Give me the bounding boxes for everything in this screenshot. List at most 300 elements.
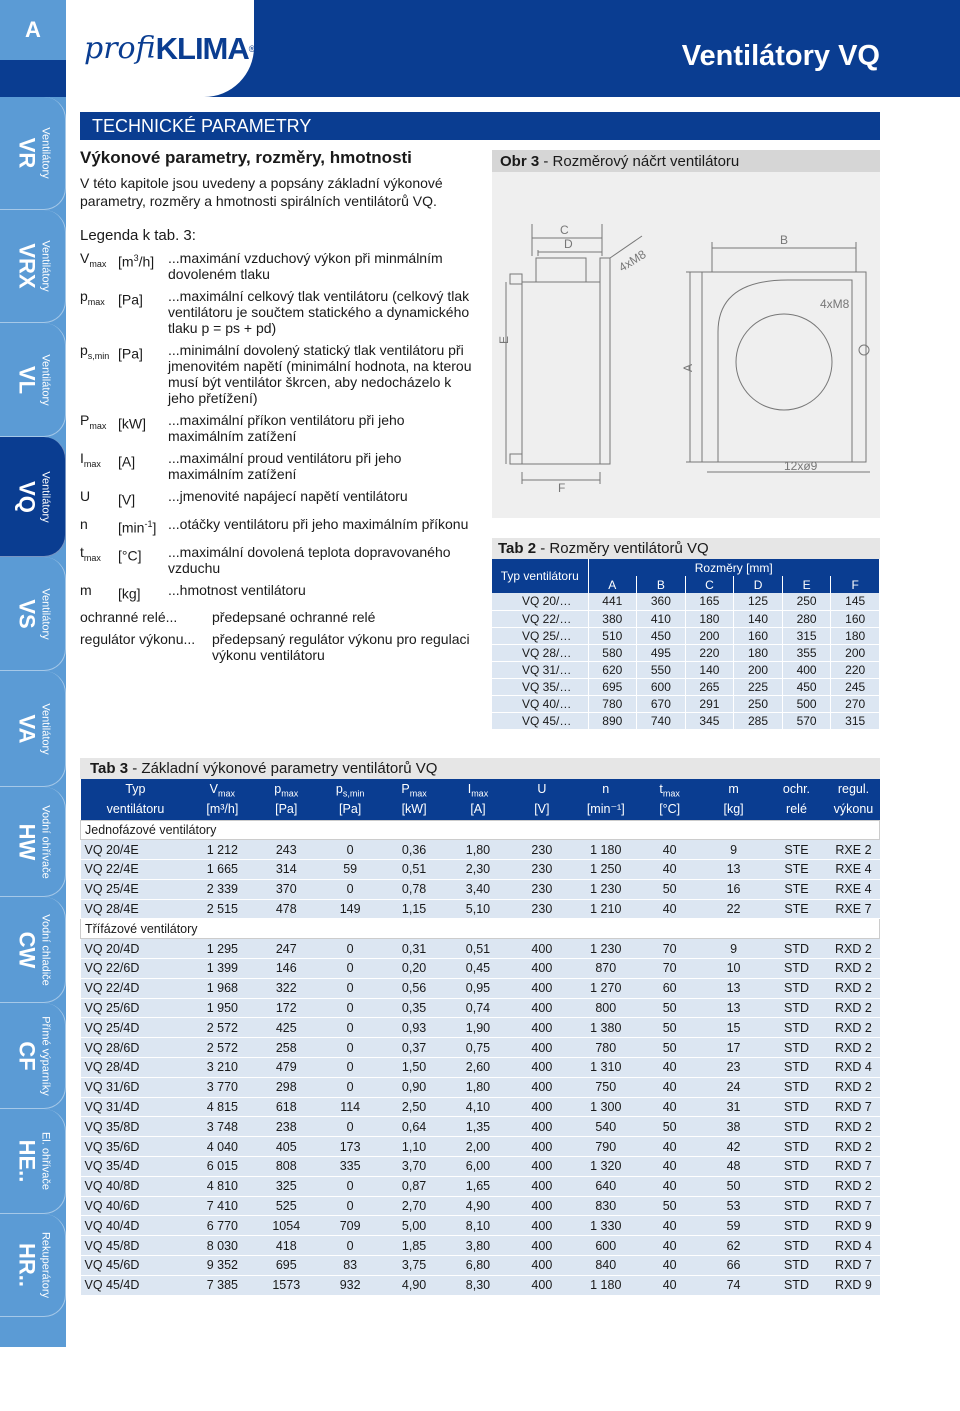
tab3-value-cell: 16 (702, 879, 766, 899)
tab2-value-cell: 145 (831, 593, 880, 610)
tab3-value-cell: 322 (254, 978, 318, 998)
sidebar-tab-hw[interactable] (0, 787, 66, 897)
tab2-value-cell: 125 (734, 593, 783, 610)
legend-symbol-letter: m (80, 581, 92, 598)
table-row (81, 1058, 880, 1078)
legend-description (168, 516, 480, 538)
tab3-value-cell: 0 (318, 1018, 382, 1038)
tab3-value-cell: STD (766, 1097, 828, 1117)
header-unit: [V] (534, 801, 550, 816)
tab3-value-cell: 3,75 (382, 1256, 446, 1276)
tab3-value-cell: 40 (638, 1097, 702, 1117)
tab3-type-cell: VQ 25/4D (81, 1018, 191, 1038)
sidebar-tab-cf[interactable] (0, 1003, 66, 1109)
legend-dots: ... (168, 342, 180, 358)
tab3-value-cell: 2 515 (190, 899, 254, 919)
tab3-value-cell: 400 (510, 1097, 574, 1117)
tab2-value-cell: 160 (734, 627, 783, 644)
tab3-value-cell: 230 (510, 899, 574, 919)
tab3-value-cell: RXD 4 (827, 1058, 879, 1078)
tab3-value-cell: RXD 2 (827, 959, 879, 979)
legend-symbol (80, 250, 118, 282)
header-line-1 (829, 782, 877, 802)
tab2-column-header: A (588, 576, 637, 593)
tab3-value-cell: 2 572 (190, 1018, 254, 1038)
legend-description (212, 631, 480, 663)
legend-symbol-sub: max (83, 458, 101, 469)
legend-dots: ... (183, 631, 196, 648)
tab3-value-cell: 22 (702, 899, 766, 919)
tab3-value-cell: 525 (254, 1196, 318, 1216)
header-symbol: P (401, 782, 410, 796)
tab3-value-cell: 0 (318, 939, 382, 959)
tab3-value-cell: 230 (510, 879, 574, 899)
tab3-value-cell: STD (766, 1275, 828, 1295)
tab3-value-cell: STD (766, 978, 828, 998)
tab2-value-cell: 250 (782, 593, 831, 610)
legend-unit (118, 450, 168, 482)
tab3-value-cell: 1 295 (190, 939, 254, 959)
tab3-value-cell: 1 399 (190, 959, 254, 979)
tab3-value-cell: 1 250 (574, 860, 638, 880)
legend-item (80, 582, 480, 604)
sidebar-tab-text (15, 354, 50, 405)
tab2-value-cell: 500 (782, 695, 831, 712)
tab3-value-cell: 74 (702, 1275, 766, 1295)
tab3-value-cell: STD (766, 1058, 828, 1078)
group-label: Jednofázové ventilátory (81, 820, 880, 840)
tab3-value-cell: RXE 2 (827, 840, 879, 860)
tab3-value-cell: 13 (702, 860, 766, 880)
tab3-value-cell: 298 (254, 1077, 318, 1097)
tab2-value-cell: 450 (637, 627, 686, 644)
header-sub: max (471, 788, 489, 799)
header-unit: [A] (470, 801, 486, 816)
tab3-value-cell: 0 (318, 1058, 382, 1078)
tab3-value-cell: 1 330 (574, 1216, 638, 1236)
tab3-value-cell: 53 (702, 1196, 766, 1216)
sidebar-tab-code: HR.. (14, 1242, 40, 1287)
tab3-column-header (446, 779, 510, 820)
tab3-type-cell: VQ 22/6D (81, 959, 191, 979)
sidebar-tab-va[interactable] (0, 671, 66, 787)
tab3-column-header (190, 779, 254, 820)
tab3-value-cell: 2,30 (446, 860, 510, 880)
logo-klima-text: KLIMA (155, 30, 249, 66)
dim-label-e: E (497, 335, 511, 344)
tab3-value-cell: 314 (254, 860, 318, 880)
tab3-value-cell: 618 (254, 1097, 318, 1117)
tab3-value-cell: 750 (574, 1077, 638, 1097)
header-symbol: m (728, 782, 739, 796)
sidebar-tab-code: VL (14, 365, 40, 394)
tab3-value-cell: 0 (318, 879, 382, 899)
table-row (492, 661, 880, 678)
legend-symbol-letter: t (80, 543, 84, 560)
tab3-value-cell: 400 (510, 959, 574, 979)
tab3-type-cell: VQ 25/6D (81, 998, 191, 1018)
tab3-type-cell: VQ 45/6D (81, 1256, 191, 1276)
table-row (81, 1097, 880, 1117)
header-symbol: V (209, 782, 218, 796)
tab2-value-cell: 380 (588, 610, 637, 627)
sidebar-tab-code: VS (14, 598, 40, 629)
tab3-value-cell: 7 385 (190, 1275, 254, 1295)
legend-description-text: maximání vzduchový výkon při minmálním dovoleném tlaku (168, 250, 443, 282)
tab3-column-header (702, 779, 766, 820)
tab2-type-cell: VQ 31/… (492, 661, 588, 678)
sidebar-tab-cw[interactable] (0, 897, 66, 1003)
tab2-value-cell: 265 (685, 678, 734, 695)
tab3-value-cell: 48 (702, 1157, 766, 1177)
header-symbol: ochr. (782, 782, 811, 796)
tab3-value-cell: 40 (638, 1176, 702, 1196)
header-line-1 (704, 782, 764, 802)
tab2-value-cell: 495 (637, 644, 686, 661)
legend-unit-sup: 3 (133, 253, 139, 263)
tab3-value-cell: 3,80 (446, 1236, 510, 1256)
tab3-value-cell: STE (766, 879, 828, 899)
tab2-dims-header: Rozměry [mm] (588, 559, 880, 576)
legend-unit-pre: [V] (118, 491, 136, 508)
legend-heading: Legenda k tab. 3: (80, 227, 196, 244)
tab3-value-cell: STD (766, 1117, 828, 1137)
legend-description-text: maximální proud ventilátoru při jeho maximálním zatížení (168, 450, 402, 482)
tab3-value-cell: 1054 (254, 1216, 318, 1236)
tab3-type-cell: VQ 22/4D (81, 978, 191, 998)
table-row (81, 840, 880, 860)
tab3-value-cell: 780 (574, 1038, 638, 1058)
sidebar-tab-vl[interactable] (0, 323, 66, 437)
tab3-value-cell: 59 (318, 860, 382, 880)
tab3-value-cell: 4,10 (446, 1097, 510, 1117)
tab3-value-cell: 243 (254, 840, 318, 860)
tab3-value-cell: STD (766, 1157, 828, 1177)
sidebar-tab-text (15, 914, 50, 986)
tab3-value-cell: 400 (510, 1157, 574, 1177)
sidebar-tab-code: VR (14, 137, 40, 169)
tab3-value-cell: RXD 2 (827, 1038, 879, 1058)
tab3-value-cell: 1 300 (574, 1097, 638, 1117)
tab3-value-cell: 0,35 (382, 998, 446, 1018)
tab3-type-cell: VQ 25/4E (81, 879, 191, 899)
tab2-column-header: F (831, 576, 880, 593)
dim-label-f: F (558, 481, 566, 495)
sidebar-tab-code: HE.. (14, 1139, 40, 1183)
tab3-value-cell: 2 339 (190, 879, 254, 899)
tab3-type-cell: VQ 40/8D (81, 1176, 191, 1196)
tab2-value-cell: 225 (734, 678, 783, 695)
header-sub: max (409, 788, 427, 799)
tab3-value-cell: 418 (254, 1236, 318, 1256)
tab3-column-header (254, 779, 318, 820)
legend-symbol-sub: max (89, 420, 107, 431)
sidebar-tab-vs[interactable] (0, 557, 66, 671)
legend-symbol-letter: U (80, 488, 91, 504)
sidebar-tab-code: VRX (14, 243, 40, 289)
tab3-value-cell: 0,87 (382, 1176, 446, 1196)
header-line-1 (512, 782, 572, 802)
dim-label-a: A (681, 363, 695, 372)
tab3-value-cell: 540 (574, 1117, 638, 1137)
tab3-value-cell: 0,75 (446, 1038, 510, 1058)
legend-item (80, 516, 480, 538)
table-row (81, 1236, 880, 1256)
sidebar-tab-hr[interactable] (0, 1214, 66, 1317)
tab3-value-cell: 400 (510, 1117, 574, 1137)
tab3-value-cell: 478 (254, 899, 318, 919)
tab3-value-cell: 40 (638, 1058, 702, 1078)
dim-label-d: D (564, 237, 573, 251)
tab3-value-cell: 0 (318, 1236, 382, 1256)
tab3-value-cell: STD (766, 1216, 828, 1236)
dim-label-b: B (780, 233, 789, 247)
tab3-value-cell: 24 (702, 1077, 766, 1097)
tab3-value-cell: RXE 4 (827, 860, 879, 880)
tab3-value-cell: 9 (702, 939, 766, 959)
sidebar-tab-text (15, 240, 50, 291)
header-unit: [kg] (723, 801, 744, 816)
tab3-value-cell: 247 (254, 939, 318, 959)
tab3-value-cell: 3,40 (446, 879, 510, 899)
tab3-value-cell: 230 (510, 860, 574, 880)
tab3-type-cell: VQ 20/4D (81, 939, 191, 959)
dimension-drawing (492, 150, 880, 518)
tab3-value-cell: 40 (638, 1137, 702, 1157)
tab2-value-cell: 550 (637, 661, 686, 678)
tab3-value-cell: 8,30 (446, 1275, 510, 1295)
description-column (80, 148, 480, 669)
legend-symbol-letter: p (80, 342, 88, 358)
legend-description-text: hmotnost ventilátoru (179, 581, 306, 598)
tab3-value-cell: 1 968 (190, 978, 254, 998)
tab3-value-cell: 1,80 (446, 840, 510, 860)
tab3-value-cell: 8,10 (446, 1216, 510, 1236)
table-row (81, 1176, 880, 1196)
tab3-value-cell: 405 (254, 1137, 318, 1157)
tab3-column-header (81, 779, 191, 820)
tab3-value-cell: 2,00 (446, 1137, 510, 1157)
tab3-value-cell: 40 (638, 1256, 702, 1276)
legend-symbol-sub: max (87, 296, 105, 307)
tab2-value-cell: 600 (637, 678, 686, 695)
sidebar-tab-text (15, 805, 50, 878)
sidebar-tab-text (15, 1016, 50, 1095)
legend-description (168, 342, 480, 406)
legend-unit-pre: [Pa] (118, 291, 143, 308)
tab3-value-cell: 400 (510, 1058, 574, 1078)
header-symbol: n (602, 782, 610, 796)
tab3-value-cell: 4,90 (446, 1196, 510, 1216)
tab3-value-cell: 0,45 (446, 959, 510, 979)
header-line-1 (320, 782, 380, 802)
tab3-value-cell: 8 030 (190, 1236, 254, 1256)
sidebar-tab-category: Vodní ohřívače (38, 804, 51, 879)
header-unit: výkonu (833, 801, 874, 816)
tab2-column-header: C (685, 576, 734, 593)
tab3-value-cell: RXE 7 (827, 899, 879, 919)
logo-profi-text: profi (84, 31, 156, 66)
legend-description (168, 488, 480, 510)
table-row (81, 1216, 880, 1236)
tab2-value-cell: 200 (685, 627, 734, 644)
tab3-value-cell: 9 352 (190, 1256, 254, 1276)
tab3-type-cell: VQ 28/6D (81, 1038, 191, 1058)
tab3-type-cell: VQ 28/4E (81, 899, 191, 919)
header-symbol: t (659, 782, 663, 796)
tab3-value-cell: 50 (638, 1038, 702, 1058)
tab2-value-cell: 740 (637, 712, 686, 729)
header-line-1 (768, 782, 826, 802)
tab3-type-cell: VQ 35/4D (81, 1157, 191, 1177)
tab3-value-cell: RXD 2 (827, 1117, 879, 1137)
tab3-value-cell: 0 (318, 1196, 382, 1216)
tab2-type-header: Typ ventilátoru (492, 559, 588, 593)
table-row (81, 1137, 880, 1157)
group-row (81, 919, 880, 939)
header-unit: ventilátoru (106, 801, 165, 816)
legend-unit (118, 250, 168, 282)
legend-item (80, 342, 480, 406)
sidebar-tab-category: Ventilátory (38, 240, 51, 292)
tab3-column-header (318, 779, 382, 820)
tab3-value-cell: 5,10 (446, 899, 510, 919)
tab3-value-cell: 370 (254, 879, 318, 899)
legend-symbol (80, 582, 118, 604)
tab3-value-cell: 40 (638, 1275, 702, 1295)
tab3-value-cell: 40 (638, 840, 702, 860)
tab3-type-cell: VQ 31/4D (81, 1097, 191, 1117)
header-sub: max (281, 788, 299, 799)
intro-text: V této kapitole jsou uvedeny a popsány základní výkonové parametry, rozměry a hmotnosti spirálních ventilátorů VQ. (80, 175, 443, 209)
tab3-value-cell: 1 180 (574, 840, 638, 860)
header-unit: [kW] (401, 801, 427, 816)
tab3-value-cell: RXD 9 (827, 1275, 879, 1295)
section-title: TECHNICKÉ PARAMETRY (80, 112, 880, 140)
tab2-value-cell: 450 (782, 678, 831, 695)
tab3-type-cell: VQ 40/6D (81, 1196, 191, 1216)
table-row (81, 1256, 880, 1276)
sidebar-tab-category: Ventilátory (38, 353, 51, 406)
header-line-1 (448, 782, 508, 802)
tab3-value-cell: 50 (638, 1018, 702, 1038)
tab3-value-cell: STD (766, 1018, 828, 1038)
tab3-value-cell: 40 (638, 1216, 702, 1236)
header-line-1 (83, 782, 189, 802)
header-unit: [Pa] (275, 801, 298, 816)
tab2-value-cell: 315 (831, 712, 880, 729)
tab3-type-cell: VQ 45/8D (81, 1236, 191, 1256)
legend-description (168, 288, 480, 336)
tab3-value-cell: 2,70 (382, 1196, 446, 1216)
legend-dots: ... (168, 581, 180, 598)
tab3-type-cell: VQ 28/4D (81, 1058, 191, 1078)
tab3-value-cell: 3 770 (190, 1077, 254, 1097)
tab2-column-header: D (734, 576, 783, 593)
tab3-value-cell: 0,31 (382, 939, 446, 959)
tab3-value-cell: 1,35 (446, 1117, 510, 1137)
legend-unit (118, 288, 168, 336)
legend-symbol-letter: p (80, 288, 88, 304)
legend-unit-pre: [kW] (118, 415, 146, 432)
header-symbol: p (335, 782, 343, 796)
tab3-value-cell: 400 (510, 1018, 574, 1038)
tab3-value-cell: 0,51 (382, 860, 446, 880)
sidebar-tab-vrx[interactable] (0, 210, 66, 323)
tab3-value-cell: 840 (574, 1256, 638, 1276)
tab3-value-cell: 40 (638, 1157, 702, 1177)
legend-term-text: ochranné relé (80, 609, 166, 626)
sidebar-tab-code: CW (14, 931, 40, 968)
tab3-value-cell: 0,64 (382, 1117, 446, 1137)
tab3-value-cell: 1 230 (574, 939, 638, 959)
tab3-value-cell: 172 (254, 998, 318, 1018)
tab3-value-cell: 6 015 (190, 1157, 254, 1177)
tab3-type-cell: VQ 35/8D (81, 1117, 191, 1137)
tab3-value-cell: RXD 2 (827, 1176, 879, 1196)
tab3-value-cell: 1 665 (190, 860, 254, 880)
table-row (81, 1275, 880, 1295)
tab2-value-cell: 220 (685, 644, 734, 661)
tab3-value-cell: 0,20 (382, 959, 446, 979)
tab2-value-cell: 280 (782, 610, 831, 627)
header-line-1 (576, 782, 636, 802)
tab3-value-cell: 1 210 (574, 899, 638, 919)
header-symbol: regul. (837, 782, 870, 796)
tab3-caption: Tab 3 - Základní výkonové parametry ventilátorů VQ (80, 758, 880, 779)
tab3-value-cell: STD (766, 998, 828, 1018)
tab3-value-cell: 400 (510, 1196, 574, 1216)
tab2-value-cell: 200 (831, 644, 880, 661)
legend-description (212, 609, 480, 625)
tab3-value-cell: 0,93 (382, 1018, 446, 1038)
legend-item (80, 631, 480, 663)
tab3-type-cell: VQ 40/4D (81, 1216, 191, 1236)
tab2-value-cell: 345 (685, 712, 734, 729)
tab3-value-cell: 1,65 (446, 1176, 510, 1196)
legend-description (168, 250, 480, 282)
tab2-value-cell: 200 (734, 661, 783, 678)
legend-unit (118, 544, 168, 576)
tab3-value-cell: 5,00 (382, 1216, 446, 1236)
sidebar-tab-vq[interactable] (0, 437, 66, 557)
sidebar-tab-category: Ventilátory (38, 470, 51, 523)
legend-description (168, 582, 480, 604)
tab3-type-cell: VQ 22/4E (81, 860, 191, 880)
tab3-value-cell: 0 (318, 1038, 382, 1058)
group-row (81, 820, 880, 840)
tab3-value-cell: 40 (638, 1077, 702, 1097)
tab3-value-cell: 1,50 (382, 1058, 446, 1078)
tab3-value-cell: 40 (638, 860, 702, 880)
sidebar-tab-category: Ventilátory (38, 587, 51, 640)
tab2-value-cell: 180 (685, 610, 734, 627)
tab3-value-cell: 400 (510, 978, 574, 998)
sidebar-tab-he[interactable] (0, 1109, 66, 1214)
sidebar-tab-vr[interactable] (0, 97, 66, 210)
tab3-value-cell: STD (766, 1256, 828, 1276)
sidebar-tab-text (15, 1232, 50, 1298)
tab2-value-cell: 165 (685, 593, 734, 610)
legend-dots: ... (168, 412, 180, 428)
header-unit: [m³/h] (206, 801, 239, 816)
tab2-value-cell: 510 (588, 627, 637, 644)
table-row (81, 899, 880, 919)
tab3-value-cell: 808 (254, 1157, 318, 1177)
tab3-value-cell: 870 (574, 959, 638, 979)
tab2-value-cell: 355 (782, 644, 831, 661)
tab3-value-cell: 66 (702, 1256, 766, 1276)
